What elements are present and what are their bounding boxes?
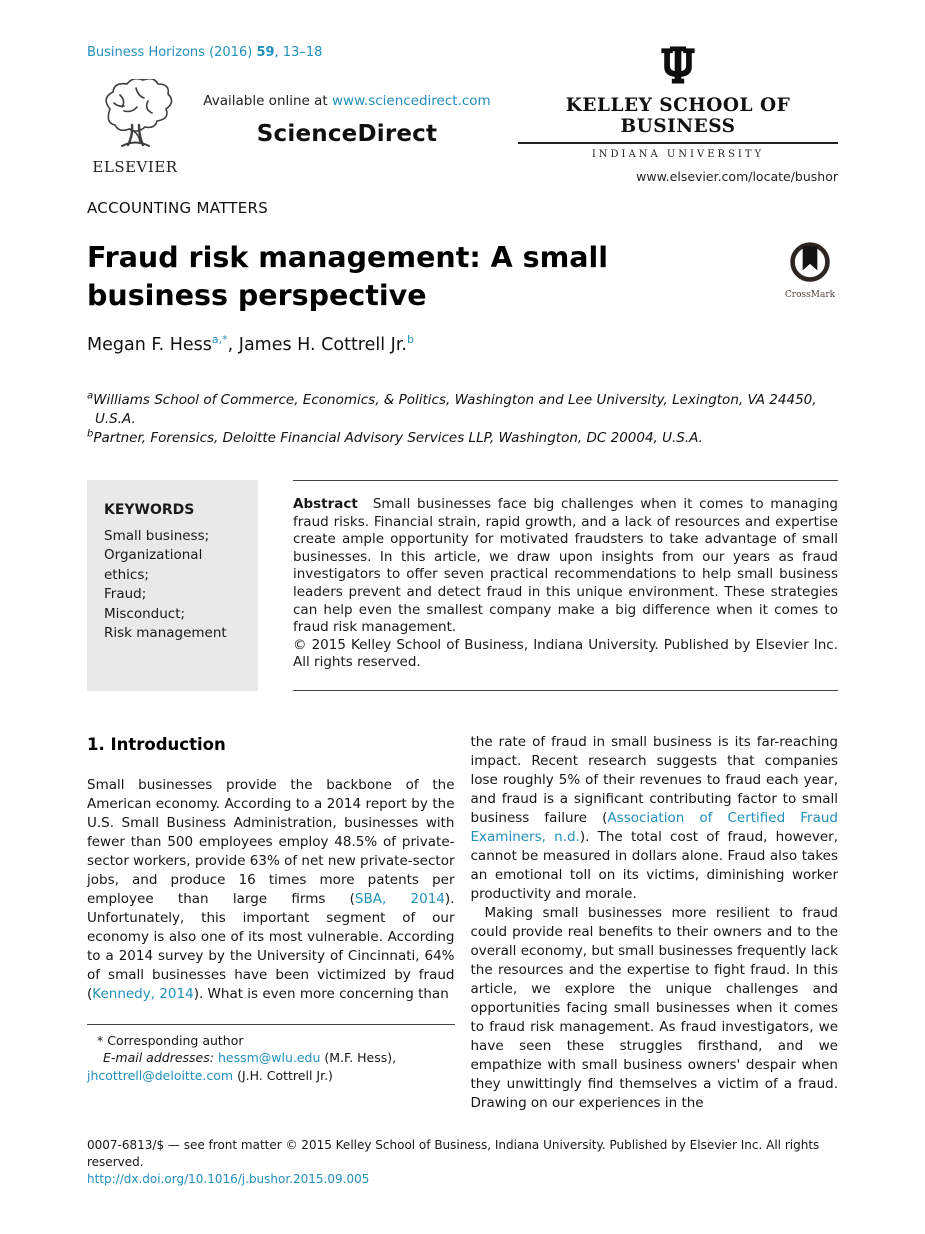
keyword-item: Small business;: [104, 527, 210, 544]
email-note-hess: (M.F. Hess),: [320, 1050, 397, 1066]
authors-line: [87, 335, 838, 355]
email-addresses-line: [87, 1049, 455, 1084]
intro-paragraph-3: Making small businesses more resilient to fraud could provide real benefits to their owners and to the overall economy, but small businesses frequently lack the resources and the expertise to fight fraud. In this article, we explore the unique challenges and opportunities facing small businesses when it comes to fraud risk management. As fraud investigators, we have seen these struggles firsthand, and we empathize with small business owners' despair when they unwittingly find themselves a victim of a fraud. Drawing on our experiences in the: [470, 904, 838, 1111]
keyword-item: Risk management: [104, 625, 227, 641]
affiliation-b-text: Partner, Forensics, Deloitte Financial Advisory Services LLP, Washington, DC 20004, U.S.A.: [93, 430, 703, 446]
affiliation-a: [87, 391, 838, 429]
kelley-wordmark: KELLEY SCHOOL OF BUSINESS: [518, 95, 838, 144]
intro-heading: 1. Introduction: [87, 734, 226, 754]
journal-ref-prefix: Business Horizons (2016): [87, 45, 257, 60]
crossmark-icon: [788, 270, 832, 289]
keyword-item: Fraud;: [104, 586, 147, 602]
affiliation-b: [87, 429, 838, 448]
intro-p2-text: the rate of fraud in small business is its far-reaching impact. Recent research suggests that companies lose roughly 5% of their revenues to fraud each year, and fraud is a significant contributing factor to small business failure (: [470, 733, 838, 826]
affiliation-a-text: Williams School of Commerce, Economics, & Politics, Washington and Lee University, Lexington, VA 24450, U.S.A.: [93, 392, 817, 427]
keywords-box: [87, 480, 258, 691]
authors-separator: ,: [227, 335, 239, 355]
journal-ref-volume: 59: [256, 45, 275, 60]
left-column: [87, 733, 455, 1113]
email-link-hess[interactable]: hessm@wlu.edu: [217, 1050, 321, 1066]
footnote-block: [87, 1024, 455, 1085]
abstract-block: [293, 480, 838, 691]
journal-ref-pages: , 13–18: [274, 45, 323, 60]
abstract-text: Small businesses face big challenges when it comes to managing fraud risks. Financial strain, rapid growth, and a lack of resources and expertise create ample opportunity for motivated fraudsters to take advantage of small businesses. In this article, we draw upon insights from our years as fraud investigators to offer seven practical recommendations to help small business leaders prevent and detect fraud in this unique environment. These strategies can help even the smallest company make a big difference when it comes to fraud risk management.: [293, 496, 838, 636]
sciencedirect-link[interactable]: www.sciencedirect.com: [332, 93, 491, 109]
available-online-prefix: Available online at: [203, 93, 333, 109]
sciencedirect-wordmark: ScienceDirect: [256, 121, 438, 147]
kelley-subtitle: INDIANA UNIVERSITY: [591, 149, 765, 160]
footer-front-matter: 0007-6813/$ — see front matter © 2015 Kelley School of Business, Indiana University. Published by Elsevier Inc. All rights reserved.: [87, 1137, 820, 1169]
keyword-item: Organizational ethics;: [104, 547, 203, 583]
elsevier-tree-icon: [94, 138, 176, 157]
iu-trident-icon: [659, 70, 697, 89]
header-center-block: [182, 93, 512, 147]
journal-reference-link[interactable]: [87, 45, 322, 60]
keywords-heading: KEYWORDS: [104, 502, 195, 518]
elsevier-wordmark: ELSEVIER: [92, 158, 178, 176]
keyword-item: Misconduct;: [104, 605, 186, 622]
crossmark-badge[interactable]: [782, 241, 838, 315]
elsevier-logo: [87, 79, 183, 176]
affiliation-a-marker: a: [87, 390, 94, 402]
intro-p1-text: ). Unfortunately, this important segment of our economy is also one of its most vulnerable. According to a 2014 survey by the University of Cincinnati, 64% of small businesses have been victimized by fraud (: [87, 890, 455, 1002]
page-footer: [87, 1137, 838, 1188]
kelley-logo: [518, 45, 838, 184]
page-header: [87, 45, 838, 184]
journal-locate-url: www.elsevier.com/locate/bushor: [636, 169, 838, 184]
intro-p2-text: ). The total cost of fraud, however, cannot be measured in dollars alone. Fraud also takes an emotional toll on its victims, diminishing worker productivity and morale.: [470, 828, 838, 902]
intro-paragraph-1: [87, 776, 455, 1004]
citation-link-kennedy[interactable]: Kennedy, 2014: [92, 985, 194, 1002]
affiliations: [87, 391, 838, 448]
right-column: [471, 733, 839, 1113]
intro-paragraph-2: [471, 733, 839, 904]
abstract-copyright: © 2015 Kelley School of Business, Indiana University. Published by Elsevier Inc. All rights reserved.: [293, 636, 838, 671]
citation-link-acfe[interactable]: Association of Certified Fraud Examiners, n.d.: [470, 809, 838, 845]
author-1: Megan F. Hess: [87, 335, 212, 355]
author-2-sup[interactable]: b: [406, 333, 414, 347]
intro-p1-text: ). What is even more concerning than: [193, 985, 449, 1002]
email-link-cottrell[interactable]: jhcottrell@deloitte.com: [87, 1067, 234, 1083]
corresponding-author-note: * Corresponding author: [97, 1032, 244, 1048]
affiliation-b-marker: b: [87, 428, 94, 440]
email-label: E-mail addresses:: [103, 1050, 214, 1066]
email-note-cottrell: (J.H. Cottrell Jr.): [233, 1067, 333, 1083]
author-1-sup[interactable]: a,*: [211, 333, 228, 347]
citation-link-sba[interactable]: SBA, 2014: [354, 890, 445, 907]
section-label: ACCOUNTING MATTERS: [87, 199, 269, 217]
available-online-text: [182, 93, 512, 109]
crossmark-label: CrossMark: [784, 290, 836, 300]
intro-p1-text: Small businesses provide the backbone of the American economy. According to a 2014 report by the U.S. Small Business Administration, businesses with fewer than 500 employees employ 48.5% of private-sector workers, provide 63% of net new private-sector jobs, and produce 16 times more patents per employee than large firms (: [87, 776, 455, 907]
abstract-label: Abstract: [293, 496, 358, 512]
author-2: James H. Cottrell Jr.: [238, 335, 407, 355]
article-title: Fraud risk management: A small business perspective: [87, 241, 609, 312]
doi-link[interactable]: http://dx.doi.org/10.1016/j.bushor.2015.09.005: [87, 1171, 370, 1186]
